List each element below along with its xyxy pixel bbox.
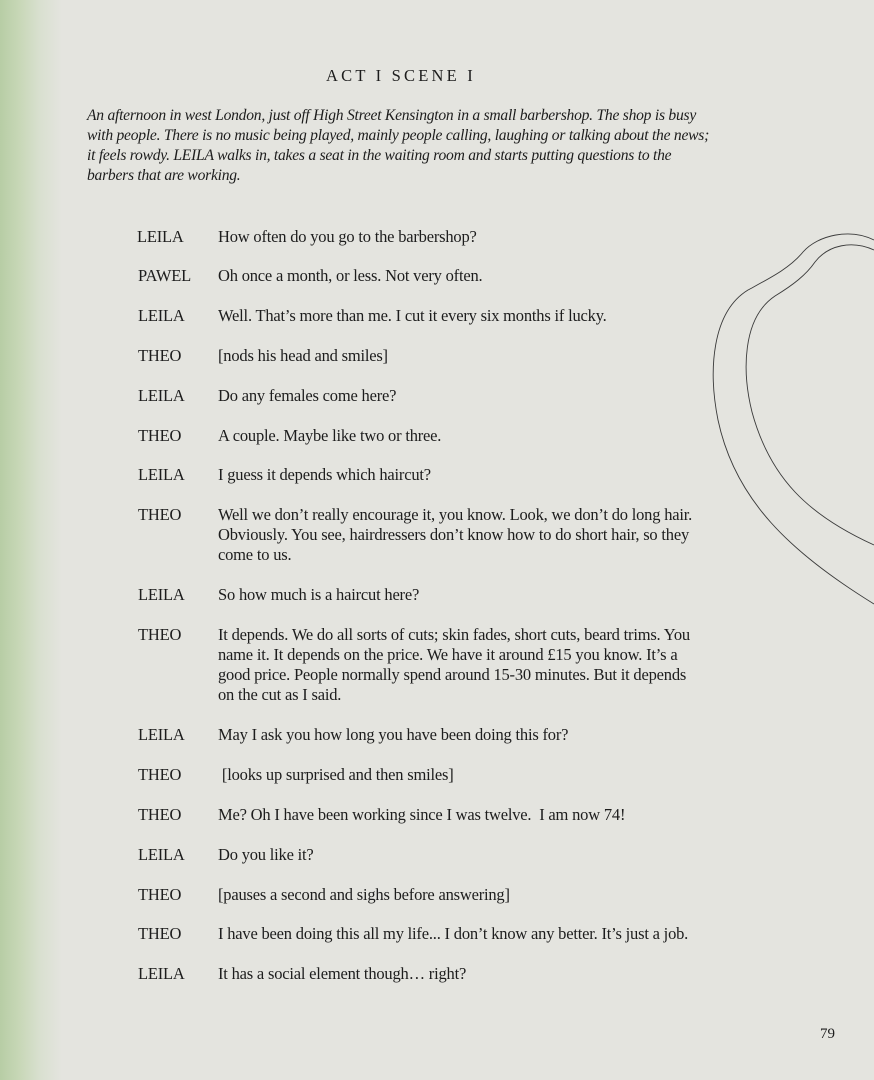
page-spine-gradient: [0, 0, 62, 1080]
speaker-name: LEILA: [137, 227, 184, 246]
page-number: 79: [820, 1026, 835, 1042]
speech-text: Well. That’s more than me. I cut it every six months if lucky.: [218, 306, 607, 325]
speech-text: Oh once a month, or less. Not very often.: [218, 266, 483, 285]
speaker-name: LEILA: [138, 386, 185, 405]
speaker-name: THEO: [138, 346, 182, 365]
speaker-name: THEO: [138, 805, 182, 824]
speech-text: [looks up surprised and then smiles]: [218, 765, 454, 784]
speaker-name: LEILA: [138, 964, 185, 983]
scene-intro: An afternoon in west London, just off High Street Kensington in a small barbershop. The shop is busy with people. There is no music being played, mainly people calling, laughing or talking about the news; it feels rowdy. LEILA walks in, takes a seat in the waiting room and starts putting questions to the barbers that are working.: [87, 107, 710, 184]
speaker-name: THEO: [138, 426, 182, 445]
speech-text: So how much is a haircut here?: [218, 585, 420, 604]
speech-text: May I ask you how long you have been doing this for?: [218, 725, 569, 744]
speech-text: Well we don’t really encourage it, you know. Look, we don’t do long hair. Obviously. You see, hairdressers don’t know how to do short hair, so they come to us.: [218, 505, 693, 564]
speaker-name: THEO: [138, 924, 182, 943]
scene-title: ACT I SCENE I: [326, 66, 476, 85]
speech-text: [nods his head and smiles]: [218, 346, 388, 365]
speaker-name: LEILA: [138, 725, 185, 744]
speech-text: Do any females come here?: [218, 386, 397, 405]
speaker-name: THEO: [138, 765, 182, 784]
speaker-name: THEO: [138, 885, 182, 904]
speech-text: A couple. Maybe like two or three.: [218, 426, 442, 445]
speech-text: I guess it depends which haircut?: [218, 465, 431, 484]
speaker-name: PAWEL: [138, 266, 191, 285]
speech-text: Me? Oh I have been working since I was twelve. I am now 74!: [218, 805, 626, 824]
speaker-name: LEILA: [138, 585, 185, 604]
speaker-name: THEO: [138, 505, 182, 524]
speaker-name: LEILA: [138, 845, 185, 864]
speech-text: Do you like it?: [218, 845, 314, 864]
speaker-name: THEO: [138, 625, 182, 644]
speech-text: How often do you go to the barbershop?: [218, 227, 477, 246]
speech-text: It has a social element though… right?: [218, 964, 467, 983]
speech-text: I have been doing this all my life... I don’t know any better. It’s just a job.: [218, 924, 689, 943]
speech-text: [pauses a second and sighs before answering]: [218, 885, 510, 904]
speaker-name: LEILA: [138, 465, 185, 484]
speaker-name: LEILA: [138, 306, 185, 325]
speech-text: It depends. We do all sorts of cuts; skin fades, short cuts, beard trims. You name it. It depends on the price. We have it around £15 you know. It’s a good price. People normally spend around 15-30 minutes. But it depends on the cut as I said.: [218, 625, 690, 704]
